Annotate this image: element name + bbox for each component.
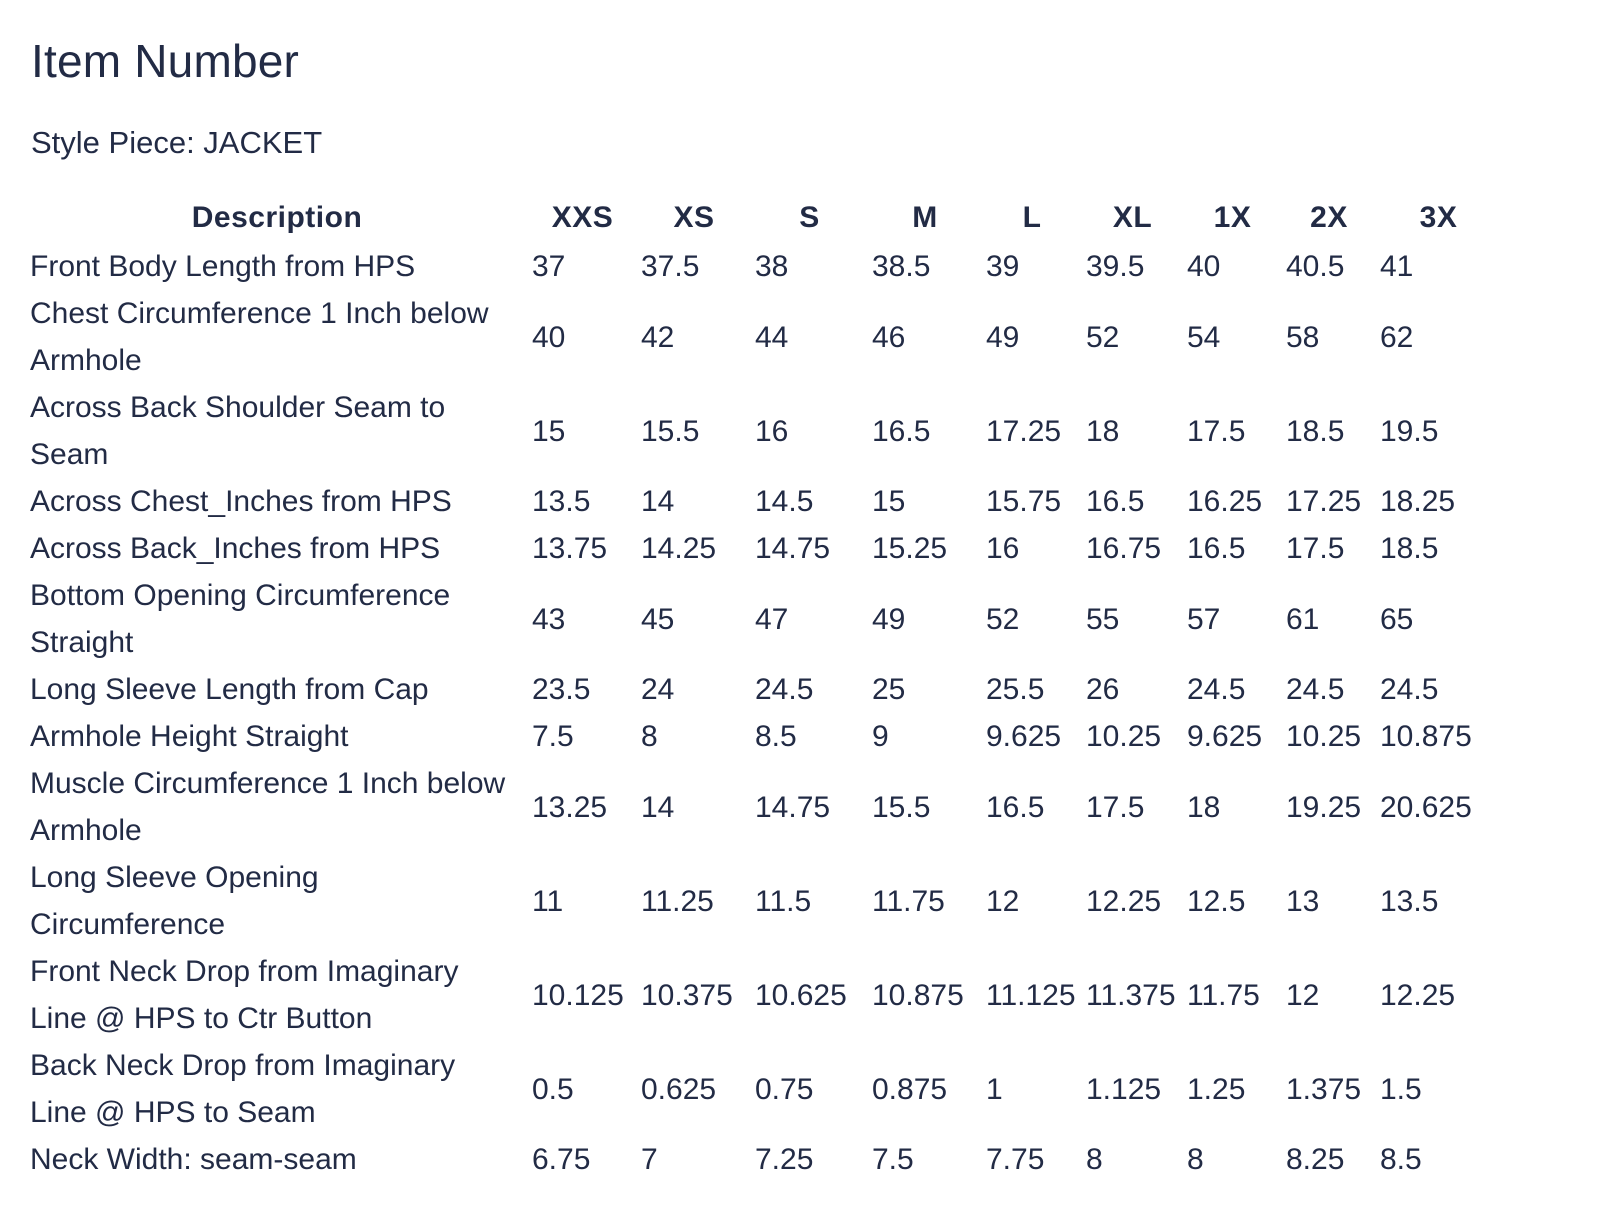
measurement-value: 24.5 [755,673,814,706]
measurement-value: 40.5 [1286,250,1345,283]
measurement-value: 9.625 [1187,720,1263,753]
measurement-value: 16.5 [1187,532,1246,565]
measurement-value: 20.625 [1380,790,1472,824]
column-header-size: XXS [551,201,614,234]
measurement-value: 8 [641,720,658,753]
measurement-value: 1 [986,1072,1003,1106]
measurement-value: 13.5 [1380,884,1439,918]
table-row [26,478,1501,525]
table-row [26,760,1501,854]
table-row [26,290,1501,384]
measurement-value: 8.5 [1380,1143,1422,1176]
measurement-value: 37 [532,250,566,283]
table-row [26,1042,1501,1136]
measurement-value: 10.875 [1380,720,1472,753]
measurement-value: 1.25 [1187,1072,1246,1106]
measurement-value: 14 [641,485,675,518]
table-header-row [26,193,1501,243]
measurement-value: 17.25 [1286,485,1362,518]
measurement-value: 49 [872,602,906,636]
column-header-size: L [1022,201,1042,234]
measurement-value: 16 [986,532,1020,565]
measurement-value: 13.5 [532,485,591,518]
measurement-value: 18.5 [1380,532,1439,565]
measurement-description: Chest Circumference 1 Inch below Armhole [30,297,489,377]
measurement-value: 42 [641,320,675,354]
measurement-value: 11.75 [1187,978,1260,1012]
measurement-value: 7.25 [755,1143,814,1176]
measurement-value: 15 [872,485,906,518]
table-row [26,1136,1501,1183]
page-title: Item Number [31,35,300,87]
measurement-value: 43 [532,602,566,636]
measurement-description: Across Chest_Inches from HPS [30,485,452,518]
measurement-value: 45 [641,602,675,636]
table-body [26,243,1501,1183]
measurement-value: 38.5 [872,250,931,283]
measurement-value: 15.75 [986,485,1062,518]
column-header-size: 3X [1419,201,1458,234]
measurement-value: 1.5 [1380,1072,1422,1106]
measurement-value: 7 [641,1143,658,1176]
measurement-value: 58 [1286,320,1320,354]
measurement-value: 40 [532,320,566,354]
measurement-value: 37.5 [641,250,700,283]
measurement-value: 49 [986,320,1020,354]
measurement-value: 6.75 [532,1143,591,1176]
measurement-description: Across Back_Inches from HPS [30,532,441,565]
measurement-value: 44 [755,320,789,354]
measurement-value: 1.125 [1086,1072,1162,1106]
size-spec-table [26,193,1501,1183]
measurement-value: 14.75 [755,790,831,824]
measurement-description: Long Sleeve Opening Circumference [30,861,319,941]
table-row [26,384,1501,478]
measurement-description: Bottom Opening Circumference Straight [30,579,451,659]
measurement-value: 41 [1380,250,1414,283]
measurement-value: 8 [1086,1143,1103,1176]
measurement-value: 11.375 [1086,978,1176,1012]
measurement-value: 9.625 [986,720,1062,753]
measurement-value: 14.5 [755,485,814,518]
measurement-value: 12.5 [1187,884,1246,918]
measurement-value: 11.5 [755,884,812,918]
measurement-value: 38 [755,250,789,283]
measurement-value: 52 [1086,320,1120,354]
measurement-value: 18.25 [1380,485,1456,518]
measurement-value: 16.5 [1086,485,1145,518]
measurement-value: 25 [872,673,906,706]
measurement-value: 24.5 [1286,673,1345,706]
measurement-value: 14 [641,790,675,824]
measurement-value: 17.5 [1286,532,1345,565]
measurement-value: 46 [872,320,906,354]
measurement-value: 39.5 [1086,250,1145,283]
measurement-value: 7.5 [532,720,574,753]
measurement-value: 57 [1187,602,1221,636]
measurement-value: 18 [1187,790,1221,824]
table-row [26,525,1501,572]
measurement-value: 15.5 [872,790,931,824]
measurement-description: Front Body Length from HPS [30,250,416,283]
measurement-value: 0.625 [641,1072,717,1106]
measurement-value: 61 [1286,602,1320,636]
measurement-value: 23.5 [532,673,591,706]
column-header-size: 2X [1310,201,1348,234]
measurement-value: 15.5 [641,414,700,448]
measurement-value: 11 [532,884,564,918]
measurement-description: Armhole Height Straight [30,720,349,753]
measurement-value: 7.75 [986,1143,1045,1176]
measurement-value: 11.75 [872,884,945,918]
measurement-value: 8 [1187,1143,1204,1176]
table-row [26,854,1501,948]
measurement-value: 9 [872,720,889,753]
measurement-value: 16.75 [1086,532,1162,565]
measurement-value: 25.5 [986,673,1045,706]
column-header-size: S [799,201,820,234]
measurement-value: 10.625 [755,978,847,1012]
table-row [26,572,1501,666]
measurement-value: 12 [1286,978,1320,1012]
measurement-description: Back Neck Drop from Imaginary Line @ HPS to Seam [30,1049,456,1129]
measurement-value: 16.5 [986,790,1045,824]
measurement-value: 19.5 [1380,414,1439,448]
measurement-value: 12.25 [1380,978,1456,1012]
measurement-value: 15 [532,414,566,448]
measurement-value: 13.75 [532,532,608,565]
measurement-value: 10.25 [1286,720,1362,753]
measurement-value: 0.75 [755,1072,814,1106]
measurement-value: 1.375 [1286,1072,1362,1106]
column-header-description: Description [191,201,363,234]
measurement-value: 26 [1086,673,1120,706]
measurement-value: 10.125 [532,978,624,1012]
measurement-description: Across Back Shoulder Seam to Seam [30,391,446,471]
measurement-value: 17.5 [1086,790,1145,824]
measurement-value: 11.125 [986,978,1076,1012]
measurement-value: 40 [1187,250,1221,283]
measurement-value: 55 [1086,602,1120,636]
measurement-value: 10.375 [641,978,733,1012]
measurement-value: 18.5 [1286,414,1345,448]
measurement-value: 11.25 [641,884,714,918]
table-row [26,713,1501,760]
measurement-value: 10.875 [872,978,964,1012]
measurement-value: 65 [1380,602,1414,636]
measurement-value: 39 [986,250,1020,283]
measurement-description: Front Neck Drop from Imaginary Line @ HPS to Ctr Button [30,955,459,1035]
measurement-value: 17.25 [986,414,1062,448]
table-row [26,666,1501,713]
measurement-value: 17.5 [1187,414,1246,448]
measurement-value: 54 [1187,320,1221,354]
measurement-value: 0.875 [872,1072,948,1106]
measurement-value: 16 [755,414,789,448]
measurement-value: 14.75 [755,532,831,565]
measurement-value: 19.25 [1286,790,1362,824]
measurement-value: 7.5 [872,1143,914,1176]
measurement-value: 8.5 [755,720,797,753]
style-piece-label: Style Piece: JACKET [31,125,323,160]
measurement-value: 13 [1286,884,1320,918]
column-header-size: XL [1112,201,1153,234]
measurement-description: Muscle Circumference 1 Inch below Armhole [30,767,506,847]
measurement-value: 24.5 [1380,673,1439,706]
measurement-value: 47 [755,602,789,636]
measurement-value: 15.25 [872,532,948,565]
measurement-value: 16.5 [872,414,931,448]
measurement-value: 13.25 [532,790,608,824]
measurement-value: 24 [641,673,675,706]
measurement-value: 52 [986,602,1020,636]
table-row [26,948,1501,1042]
measurement-value: 14.25 [641,532,717,565]
column-header-size: XS [673,201,715,234]
measurement-value: 0.5 [532,1072,574,1106]
measurement-value: 24.5 [1187,673,1246,706]
measurement-description: Long Sleeve Length from Cap [30,673,429,706]
measurement-description: Neck Width: seam-seam [30,1143,357,1176]
table-row [26,243,1501,290]
measurement-value: 62 [1380,320,1414,354]
column-header-size: M [912,201,938,234]
column-header-size: 1X [1213,201,1252,234]
measurement-value: 8.25 [1286,1143,1345,1176]
measurement-value: 16.25 [1187,485,1263,518]
measurement-value: 12 [986,884,1020,918]
measurement-value: 18 [1086,414,1120,448]
measurement-value: 12.25 [1086,884,1162,918]
measurement-value: 10.25 [1086,720,1162,753]
